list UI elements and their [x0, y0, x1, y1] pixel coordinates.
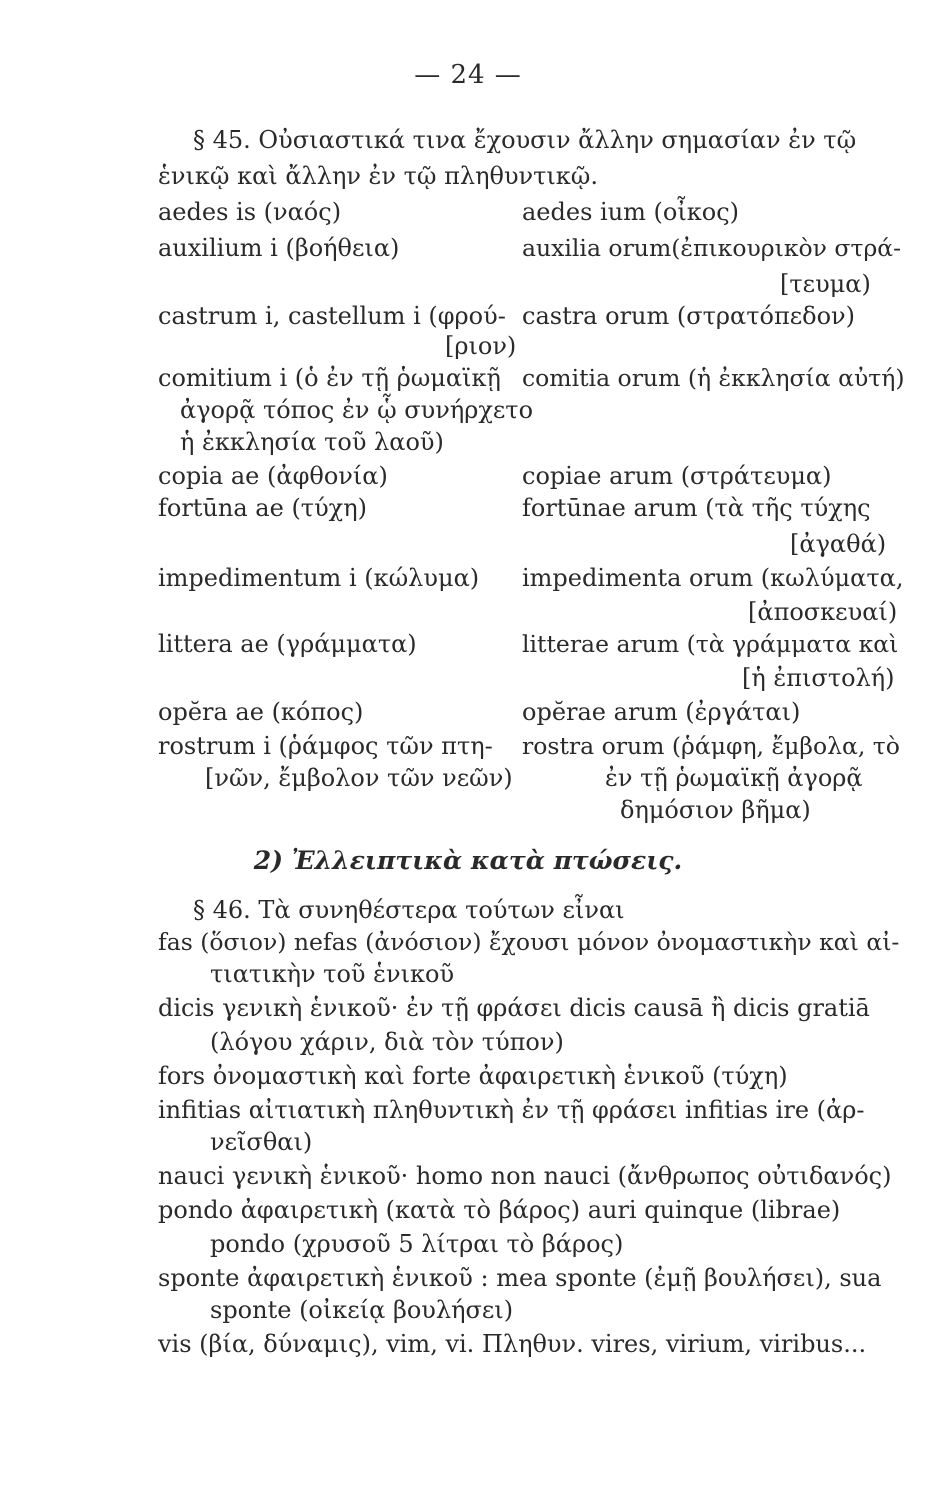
section-46-line: vis (βία, δύναμις), vim, vi. Πληθυν. vires, virium, viribus...: [158, 1330, 867, 1358]
entry-opera-plural: opĕrae arum (ἐργάται): [522, 698, 801, 726]
entry-auxilium-singular: auxilium i (βοήθεια): [158, 234, 400, 262]
entry-rostrum-plural-cont-1: ἐν τῇ ῥωμαϊκῇ ἀγορᾷ: [605, 764, 863, 792]
section-46-line: fors ὀνομαστικὴ καὶ forte ἀφαιρετικὴ ἑνικοῦ (τύχη): [158, 1062, 788, 1090]
entry-fortuna-singular: fortūna ae (τύχη): [158, 494, 367, 522]
page-number: — 24 —: [414, 60, 522, 90]
section-46-line: fas (ὅσιον) nefas (ἀνόσιον) ἔχουσι μόνον ὀνομαστικὴν καὶ αἰ-: [158, 928, 900, 956]
entry-copia-singular: copia ae (ἀφθονία): [158, 462, 388, 490]
entry-fortuna-plural: fortūnae arum (τὰ τῆς τύχης: [522, 494, 871, 522]
entry-rostrum-singular-cont: [νῶν, ἔμβολον τῶν νεῶν): [205, 764, 513, 792]
section-46-line: infitias αἰτιατικὴ πληθυντικὴ ἐν τῇ φράσει infitias ire (ἀρ-: [158, 1096, 865, 1124]
entry-impedimentum-singular: impedimentum i (κώλυμα): [158, 564, 480, 592]
entry-aedes-plural: aedes ium (οἶκος): [522, 198, 740, 226]
entry-littera-plural: litterae arum (τὰ γράμματα καὶ: [522, 630, 899, 658]
section-46-line: sponte ἀφαιρετικὴ ἑνικοῦ : mea sponte (ἐμῇ βουλήσει), sua: [158, 1264, 882, 1292]
entry-castrum-plural: castra orum (στρατόπεδον): [522, 302, 856, 330]
entry-castrum-singular: castrum i, castellum i (φρού-: [158, 302, 506, 330]
entry-littera-singular: littera ae (γράμματα): [158, 630, 417, 658]
section-46-line: (λόγου χάριν, διὰ τὸν τύπον): [210, 1028, 564, 1056]
section-46-line: sponte (οἰκείᾳ βουλήσει): [210, 1296, 514, 1324]
entry-auxilium-plural: auxilia orum(ἐπικουρικὸν στρά-: [522, 234, 902, 262]
entry-fortuna-plural-cont: [ἀγαθά): [790, 530, 887, 558]
section-45-intro-line-1: § 45. Οὐσιαστικά τινα ἔχουσιν ἄλλην σημασίαν ἐν τῷ: [193, 126, 857, 154]
section-46-line: nauci γενικὴ ἑνικοῦ· homo non nauci (ἄνθρωπος οὐτιδανός): [158, 1162, 892, 1190]
section-46-line: pondo ἀφαιρετικὴ (κατὰ τὸ βάρος) auri quinque (librae): [158, 1196, 841, 1224]
entry-opera-singular: opĕra ae (κόπος): [158, 698, 364, 726]
entry-impedimentum-plural-cont: [ἀποσκευαί): [748, 598, 898, 626]
section-46-line: pondo (χρυσοῦ 5 λίτραι τὸ βάρος): [210, 1230, 624, 1258]
entry-comitium-plural: comitia orum (ἡ ἐκκλησία αὐτή): [522, 364, 905, 392]
entry-rostrum-plural: rostra orum (ῥάμφη, ἔμβολα, τὸ: [522, 732, 900, 760]
entry-castrum-singular-cont: [ριον): [445, 332, 517, 360]
entry-comitium-singular-cont-1: ἀγορᾷ τόπος ἐν ᾧ συνήρχετο: [180, 396, 534, 424]
entry-aedes-singular: aedes is (ναός): [158, 198, 342, 226]
entry-comitium-singular: comitium i (ὁ ἐν τῇ ῥωμαϊκῇ: [158, 364, 501, 392]
entry-auxilium-plural-cont: [τευμα): [780, 270, 871, 298]
entry-impedimentum-plural: impedimenta orum (κωλύματα,: [522, 564, 904, 592]
entry-rostrum-singular: rostrum i (ῥάμφος τῶν πτη-: [158, 732, 493, 760]
section-heading-ellipta: 2) Ἐλλειπτικὰ κατὰ πτώσεις.: [253, 846, 683, 875]
section-45-intro-line-2: ἑνικῷ καὶ ἄλλην ἐν τῷ πληθυντικῷ.: [158, 162, 599, 190]
section-46-line: τιατικὴν τοῦ ἑνικοῦ: [210, 960, 455, 988]
entry-copia-plural: copiae arum (στράτευμα): [522, 462, 832, 490]
section-46-line: dicis γενικὴ ἑνικοῦ· ἐν τῇ φράσει dicis causā ἢ dicis gratiā: [158, 994, 870, 1022]
entry-comitium-singular-cont-2: ἡ ἐκκλησία τοῦ λαοῦ): [180, 428, 444, 456]
section-46-line: § 46. Τὰ συνηθέστερα τούτων εἶναι: [193, 896, 625, 924]
section-46-line: νεῖσθαι): [210, 1128, 313, 1156]
entry-littera-plural-cont: [ἡ ἐπιστολή): [742, 664, 895, 692]
entry-rostrum-plural-cont-2: δημόσιον βῆμα): [620, 796, 811, 824]
